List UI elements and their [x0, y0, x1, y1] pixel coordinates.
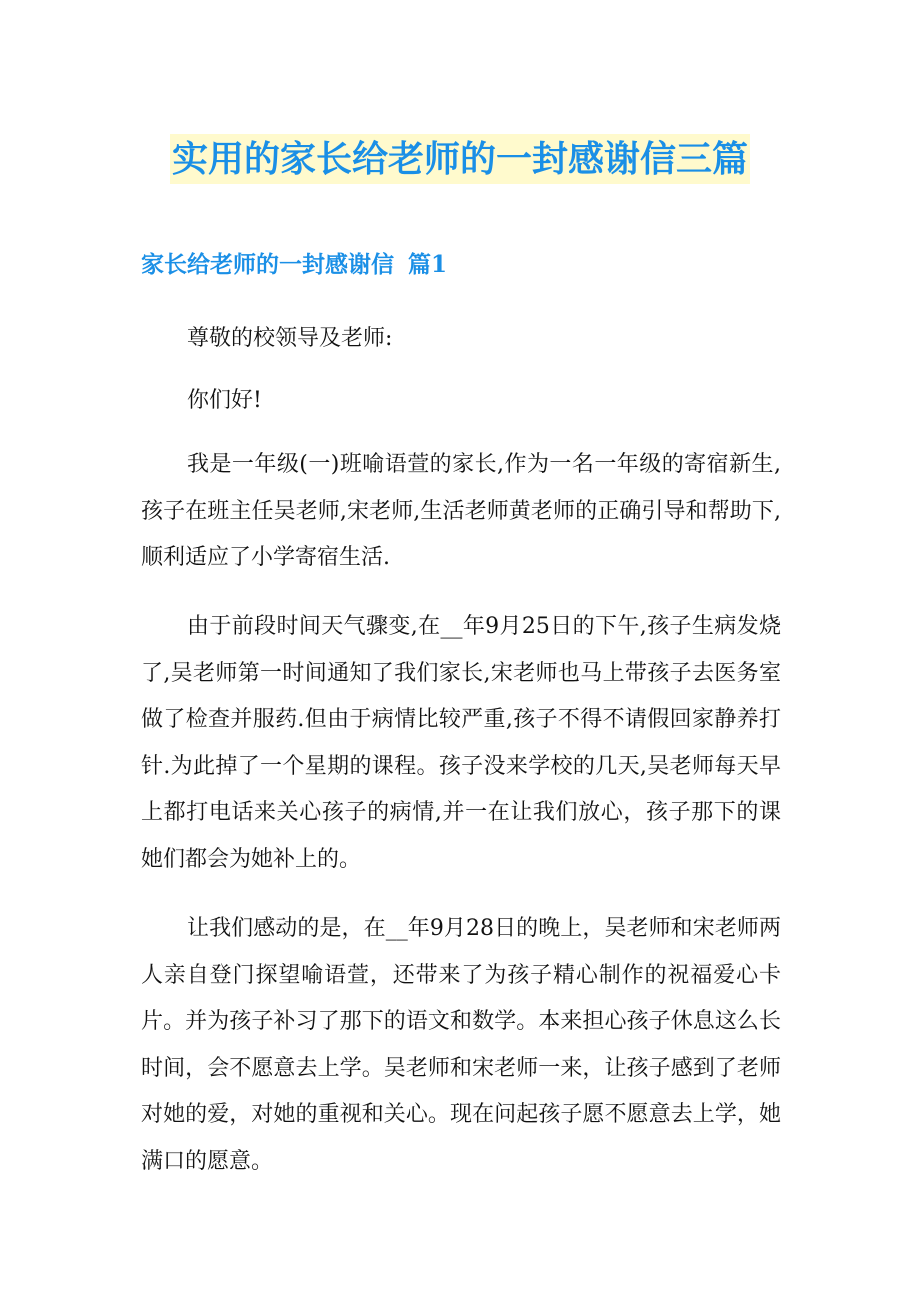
body-paragraph: 让我们感动的是，在__年9月28日的晚上，吴老师和宋老师两人亲自登门探望喻语萱，还带来了为孩子精心制作的祝福爱心卡片。并为孩子补习了那下的语文和数学。本来担心孩子休息这么长时间，会不愿意去上学。吴老师和宋老师一来，让孩子感到了老师对她的爱，对她的重视和关心。现在问起孩子愿不愿意去上学，她满口的愿意。 — [141, 916, 781, 1174]
section-heading-text: 家长给老师的一封感谢信 — [141, 251, 394, 278]
section-part-label: 篇1 — [408, 251, 448, 278]
greeting: 你们好! — [187, 388, 262, 413]
document-title: 实用的家长给老师的一封感谢信三篇 — [170, 134, 750, 184]
title-container — [0, 134, 920, 184]
body-paragraph: 我是一年级(一)班喻语萱的家长,作为一名一年级的寄宿新生,孩子在班主任吴老师,宋老师,生活老师黄老师的正确引导和帮助下,顺利适应了小学寄宿生活. — [141, 452, 781, 570]
body-paragraph: 由于前段时间天气骤变,在__年9月25日的下午,孩子生病发烧了,吴老师第一时间通知了我们家长,宋老师也马上带孩子去医务室做了检查并服药.但由于病情比较严重,孩子不得不请假回家静养打针.为此掉了一个星期的课程。孩子没来学校的几天,吴老师每天早上都打电话来关心孩子的病情,并一在让我们放心，孩子那下的课她们都会为她补上的。 — [141, 614, 781, 872]
section-heading — [141, 248, 447, 282]
salutation: 尊敬的校领导及老师: — [187, 326, 393, 351]
